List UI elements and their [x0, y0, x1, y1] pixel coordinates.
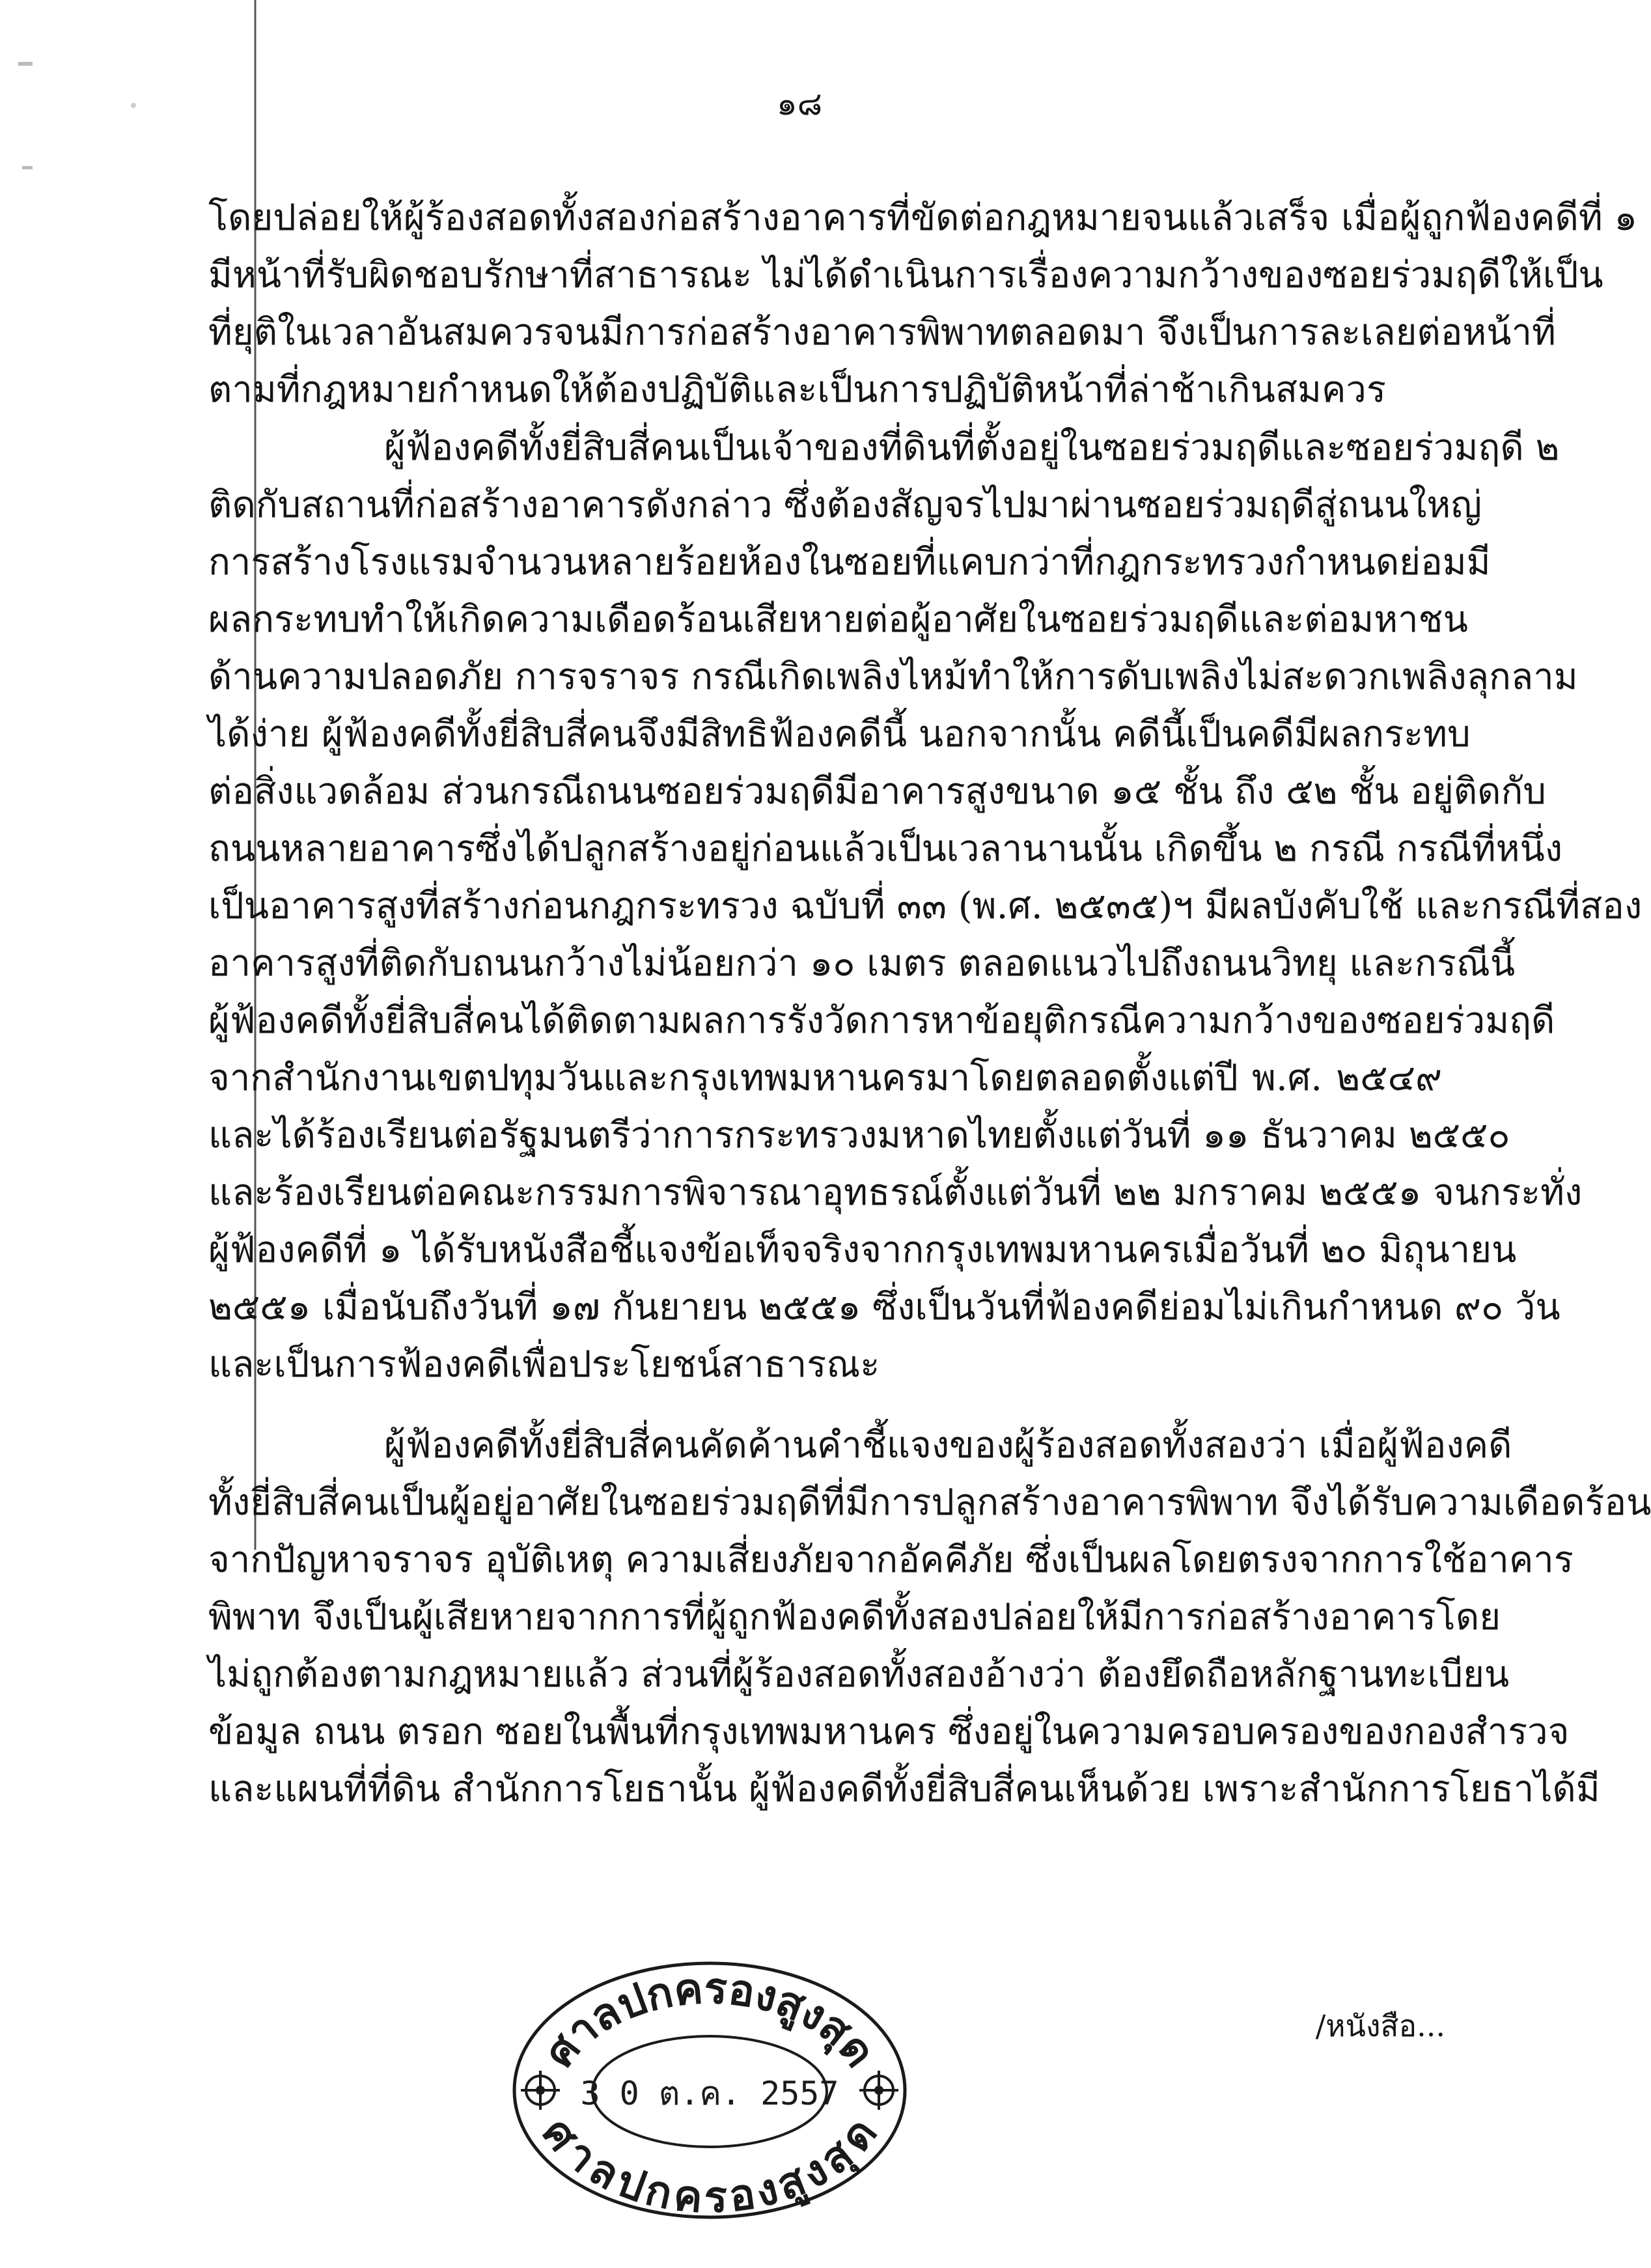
stamp-date: 3 0 ต.ค. 2557	[580, 2075, 839, 2112]
text-line: และแผนที่ที่ดิน สำนักการโยธานั้น ผู้ฟ้องคดีทั้งยี่สิบสี่คนเห็นด้วย เพราะสำนักการโยธาได้มี	[208, 1768, 1600, 1810]
scan-speck	[18, 62, 33, 66]
stamp-bottom-text: ศาลปกครองสูงสุด	[533, 2108, 886, 2222]
text-line: ด้านความปลอดภัย การจราจร กรณีเกิดเพลิงไหม้ทำให้การดับเพลิงไม่สะดวกเพลิงลุกลาม	[208, 656, 1578, 698]
text-line: ถนนหลายอาคารซึ่งได้ปลูกสร้างอยู่ก่อนแล้วเป็นเวลานานนั้น เกิดขึ้น ๒ กรณี กรณีที่หนึ่ง	[208, 828, 1563, 870]
text-line: และได้ร้องเรียนต่อรัฐมนตรีว่าการกระทรวงมหาดไทยตั้งแต่วันที่ ๑๑ ธันวาคม ๒๕๕๐	[208, 1114, 1510, 1156]
stamp-flower-icon	[859, 2071, 898, 2110]
text-line: ได้ง่าย ผู้ฟ้องคดีทั้งยี่สิบสี่คนจึงมีสิทธิฟ้องคดีนี้ นอกจากนั้น คดีนี้เป็นคดีมีผลกระทบ	[208, 713, 1471, 755]
text-line: โดยปล่อยให้ผู้ร้องสอดทั้งสองก่อสร้างอาคารที่ขัดต่อกฎหมายจนแล้วเสร็จ เมื่อผู้ถูกฟ้องคดีที่ ๑	[208, 197, 1638, 239]
text-line: เป็นอาคารสูงที่สร้างก่อนกฎกระทรวง ฉบับที่ ๓๓ (พ.ศ. ๒๕๓๕)ฯ มีผลบังคับใช้ และกรณีที่สอง	[208, 885, 1643, 927]
text-line: การสร้างโรงแรมจำนวนหลายร้อยห้องในซอยที่แคบกว่าที่กฎกระทรวงกำหนดย่อมมี	[208, 541, 1491, 583]
court-stamp-graphic	[501, 1953, 918, 2227]
text-line: ทั้งยี่สิบสี่คนเป็นผู้อยู่อาศัยในซอยร่วมฤดีที่มีการปลูกสร้างอาคารพิพาท จึงได้รับความเดือดร้อน	[208, 1481, 1651, 1524]
text-line: และเป็นการฟ้องคดีเพื่อประโยชน์สาธารณะ	[208, 1343, 880, 1386]
text-line: และร้องเรียนต่อคณะกรรมการพิจารณาอุทธรณ์ตั้งแต่วันที่ ๒๒ มกราคม ๒๕๕๑ จนกระทั่ง	[208, 1171, 1583, 1214]
scan-speck	[22, 166, 33, 169]
text-line: พิพาท จึงเป็นผู้เสียหายจากการที่ผู้ถูกฟ้องคดีทั้งสองปล่อยให้มีการก่อสร้างอาคารโดย	[208, 1596, 1501, 1638]
stamp-top-text: ศาลปกครองสูงสุด	[534, 1963, 885, 2076]
text-line: ไม่ถูกต้องตามกฎหมายแล้ว ส่วนที่ผู้ร้องสอดทั้งสองอ้างว่า ต้องยึดถือหลักฐานทะเบียน	[208, 1653, 1510, 1696]
court-stamp	[501, 1953, 918, 2227]
text-line: ที่ยุติในเวลาอันสมควรจนมีการก่อสร้างอาคารพิพาทตลอดมา จึงเป็นการละเลยต่อหน้าที่	[208, 311, 1556, 354]
text-line: ผู้ฟ้องคดีที่ ๑ ได้รับหนังสือชี้แจงข้อเท็จจริงจากกรุงเทพมหานครเมื่อวันที่ ๒๐ มิถุนายน	[208, 1229, 1517, 1271]
text-line: ผู้ฟ้องคดีทั้งยี่สิบสี่คนคัดค้านคำชี้แจงของผู้ร้องสอดทั้งสองว่า เมื่อผู้ฟ้องคดี	[384, 1424, 1512, 1466]
text-line: ข้อมูล ถนน ตรอก ซอยในพื้นที่กรุงเทพมหานคร ซึ่งอยู่ในความครอบครองของกองสำรวจ	[208, 1711, 1570, 1753]
page-number: ๑๘	[776, 85, 823, 122]
continuation-marker: /หนังสือ...	[1315, 2008, 1445, 2043]
stamp-flower-icon	[521, 2071, 560, 2110]
text-line: จากสำนักงานเขตปทุมวันและกรุงเทพมหานครมาโดยตลอดตั้งแต่ปี พ.ศ. ๒๕๔๙	[208, 1057, 1442, 1099]
text-line: ผลกระทบทำให้เกิดความเดือดร้อนเสียหายต่อผู้อาศัยในซอยร่วมฤดีและต่อมหาชน	[208, 598, 1468, 641]
text-line: จากปัญหาจราจร อุบัติเหตุ ความเสี่ยงภัยจากอัคคีภัย ซึ่งเป็นผลโดยตรงจากการใช้อาคาร	[208, 1539, 1574, 1581]
text-line: มีหน้าที่รับผิดชอบรักษาที่สาธารณะ ไม่ได้ดำเนินการเรื่องความกว้างของซอยร่วมฤดีให้เป็น	[208, 254, 1603, 296]
text-line: ผู้ฟ้องคดีทั้งยี่สิบสี่คนเป็นเจ้าของที่ดินที่ตั้งอยู่ในซอยร่วมฤดีและซอยร่วมฤดี ๒	[384, 427, 1560, 469]
text-line: ติดกับสถานที่ก่อสร้างอาคารดังกล่าว ซึ่งต้องสัญจรไปมาผ่านซอยร่วมฤดีสู่ถนนใหญ่	[208, 484, 1482, 526]
text-line: ผู้ฟ้องคดีทั้งยี่สิบสี่คนได้ติดตามผลการรังวัดการหาข้อยุติกรณีความกว้างของซอยร่วมฤดี	[208, 1000, 1555, 1042]
text-line: ๒๕๕๑ เมื่อนับถึงวันที่ ๑๗ กันยายน ๒๕๕๑ ซึ่งเป็นวันที่ฟ้องคดีย่อมไม่เกินกำหนด ๙๐ วัน	[208, 1286, 1561, 1328]
text-line: อาคารสูงที่ติดกับถนนกว้างไม่น้อยกว่า ๑๐ เมตร ตลอดแนวไปถึงถนนวิทยุ และกรณีนี้	[208, 942, 1516, 985]
text-line: ตามที่กฎหมายกำหนดให้ต้องปฏิบัติและเป็นการปฏิบัติหน้าที่ล่าช้าเกินสมควร	[208, 369, 1386, 411]
text-line: ต่อสิ่งแวดล้อม ส่วนกรณีถนนซอยร่วมฤดีมีอาคารสูงขนาด ๑๕ ชั้น ถึง ๕๒ ชั้น อยู่ติดกับ	[208, 770, 1546, 813]
